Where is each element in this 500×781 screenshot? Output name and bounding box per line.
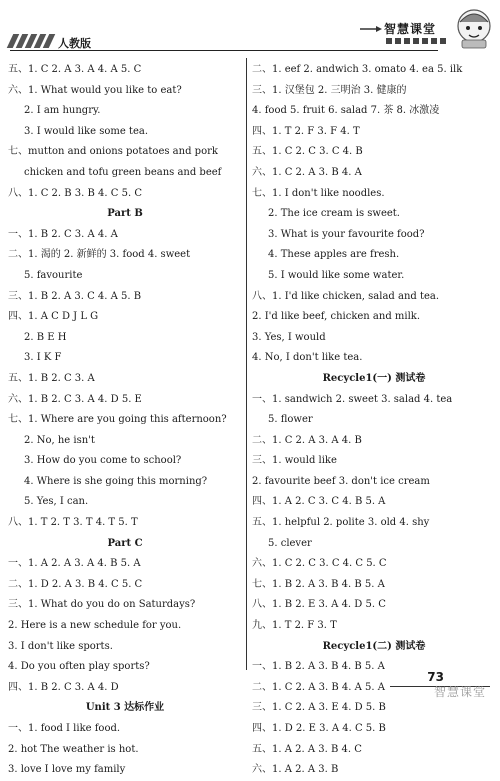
- answer-line: 三、1. 汉堡包 2. 三明治 3. 健康的: [252, 84, 407, 96]
- answer-line: 2. favourite beef 3. don't ice cream: [252, 475, 430, 487]
- stripe-decoration: [10, 34, 52, 48]
- answer-line: 2. No, he isn't: [24, 434, 95, 446]
- answer-line: 4. food 5. fruit 6. salad 7. 茶 8. 冰激凌: [252, 105, 440, 117]
- answer-line: chicken and tofu green beans and beef: [24, 166, 222, 178]
- brand-block: [360, 14, 452, 44]
- answer-line: 四、1. B 2. C 3. A 4. D: [8, 681, 119, 693]
- answer-line: 八、1. B 2. E 3. A 4. D 5. C: [252, 599, 386, 611]
- answer-line: 六、1. What would you like to eat?: [8, 84, 182, 96]
- answer-line: 九、1. T 2. F 3. T: [252, 620, 337, 632]
- edition-label: 人教版: [58, 37, 91, 50]
- answer-line: 一、1. B 2. A 3. B 4. B 5. A: [252, 661, 385, 673]
- answer-line: 八、1. C 2. B 3. B 4. C 5. C: [8, 187, 142, 199]
- answer-line: 2. hot The weather is hot.: [8, 743, 139, 755]
- answer-line: 二、1. C 2. A 3. A 4. B: [252, 434, 362, 446]
- answer-line: 五、1. C 2. C 3. C 4. B: [252, 146, 363, 158]
- answer-line: 四、1. A 2. C 3. C 4. B 5. A: [252, 496, 386, 508]
- answer-line: 八、1. T 2. T 3. T 4. T 5. T: [8, 517, 138, 529]
- page-header: [0, 0, 500, 58]
- answer-line: 六、1. C 2. C 3. C 4. C 5. C: [252, 558, 387, 570]
- answer-line: 5. flower: [268, 414, 313, 426]
- answer-line: 二、1. 渴的 2. 新鲜的 3. food 4. sweet: [8, 249, 191, 261]
- answer-line: 3. How do you come to school?: [24, 455, 182, 467]
- answer-line: 3. love I love my family: [8, 764, 126, 776]
- answer-line: 五、1. A 2. A 3. B 4. C: [252, 743, 362, 755]
- answer-line: 一、1. sandwich 2. sweet 3. salad 4. tea: [252, 393, 453, 405]
- column-divider: [246, 58, 247, 670]
- answer-line: 3. What is your favourite food?: [268, 228, 425, 240]
- answer-line: 二、1. C 2. A 3. B 4. A 5. A: [252, 681, 385, 693]
- answer-line: 4. No, I don't like tea.: [252, 352, 363, 364]
- answer-line: 三、1. B 2. A 3. C 4. A 5. B: [8, 290, 142, 302]
- answer-line: 七、mutton and onions potatoes and pork: [8, 146, 218, 158]
- left-answer-column: [8, 60, 242, 781]
- answer-line: 六、1. C 2. A 3. B 4. A: [252, 166, 362, 178]
- answer-line: 5. Yes, I can.: [24, 496, 89, 508]
- answer-line: 一、1. A 2. A 3. A 4. B 5. A: [8, 558, 141, 570]
- answer-line: 六、1. A 2. A 3. B: [252, 764, 339, 776]
- answer-line: 2. I'd like beef, chicken and milk.: [252, 311, 421, 323]
- header-rule: [10, 50, 438, 51]
- answer-line: 三、1. would like: [252, 455, 337, 467]
- answer-line: 2. Here is a new schedule for you.: [8, 620, 182, 632]
- answer-line: 四、1. D 2. E 3. A 4. C 5. B: [252, 723, 386, 734]
- answer-line: 3. I don't like sports.: [8, 640, 113, 652]
- answer-line: 三、1. C 2. A 3. E 4. D 5. B: [252, 702, 386, 714]
- brand-title: 智慧课堂: [384, 22, 437, 36]
- answer-line: 4. Where is she going this morning?: [24, 475, 208, 487]
- answer-line: 二、1. D 2. A 3. B 4. C 5. C: [8, 578, 143, 590]
- footer-watermark: 智慧课堂: [433, 685, 486, 699]
- section-heading: Recycle1(二) 测试卷: [322, 640, 426, 652]
- arrow-icon: [360, 26, 382, 32]
- mascot-icon: [452, 4, 496, 50]
- answer-line: 五、1. C 2. A 3. A 4. A 5. C: [8, 64, 142, 75]
- answer-line: 5. favourite: [24, 269, 83, 281]
- answer-line: 2. I am hungry.: [24, 105, 101, 117]
- answer-line: 七、1. Where are you going this afternoon?: [8, 414, 227, 426]
- answer-line: 一、1. B 2. C 3. A 4. A: [8, 228, 118, 240]
- answer-line: 4. These apples are fresh.: [268, 249, 400, 261]
- answer-line: 一、1. food I like food.: [8, 723, 121, 734]
- square-decoration: [386, 38, 446, 44]
- answer-line: 四、1. T 2. F 3. F 4. T: [252, 125, 360, 137]
- answer-line: 四、1. A C D J L G: [8, 311, 99, 323]
- section-heading: Part B: [107, 208, 143, 220]
- answer-line: 三、1. What do you do on Saturdays?: [8, 599, 196, 611]
- answer-line: 5. clever: [268, 537, 312, 549]
- page-footer: [370, 670, 490, 700]
- section-heading: Part C: [107, 537, 143, 549]
- answer-line: 七、1. I don't like noodles.: [252, 187, 385, 199]
- answer-line: 六、1. B 2. C 3. A 4. D 5. E: [8, 393, 142, 405]
- answer-line: 七、1. B 2. A 3. B 4. B 5. A: [252, 578, 385, 590]
- section-heading: Recycle1(一) 测试卷: [322, 372, 426, 384]
- answer-line: 二、1. eef 2. andwich 3. omato 4. ea 5. ilk: [252, 64, 463, 75]
- page-number: 73: [427, 670, 444, 684]
- answer-line: 五、1. helpful 2. polite 3. old 4. shy: [252, 517, 430, 529]
- answer-line: 2. B E H: [24, 331, 67, 343]
- answer-line: 五、1. B 2. C 3. A: [8, 372, 95, 384]
- answer-line: 3. Yes, I would: [252, 331, 326, 343]
- answer-line: 2. The ice cream is sweet.: [268, 208, 400, 220]
- answer-line: 3. I would like some tea.: [24, 125, 149, 137]
- answer-line: 八、1. I'd like chicken, salad and tea.: [252, 290, 440, 302]
- answer-line: 3. I K F: [24, 352, 62, 364]
- section-heading: Unit 3 达标作业: [85, 702, 165, 714]
- answer-line: 5. I would like some water.: [268, 269, 405, 281]
- answer-line: 4. Do you often play sports?: [8, 661, 150, 673]
